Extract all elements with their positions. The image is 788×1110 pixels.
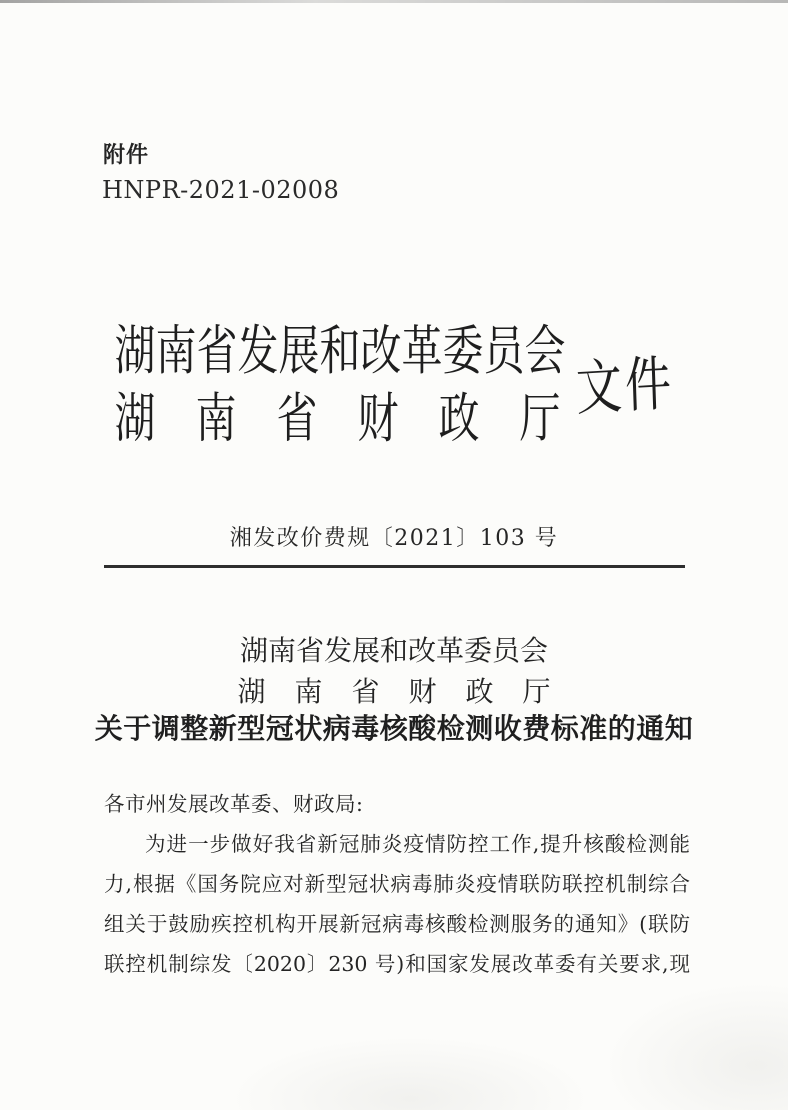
letterhead-agency-lines: [114, 319, 601, 450]
letterhead-line-1: 湖南省发展和改革委员会: [114, 319, 566, 382]
letterhead-suffix: 文件: [574, 347, 675, 424]
body-paragraph: [104, 824, 690, 984]
title-line-2-text: 湖南省财政厅: [237, 675, 580, 708]
doc-number: 湘发改价费规〔2021〕103 号: [229, 526, 559, 551]
letterhead: [0, 319, 788, 450]
letterhead-line-2: 湖南省财政厅: [114, 387, 601, 450]
salutation: 各市州发展改革委、财政局:: [104, 792, 364, 816]
doc-code: HNPR-2021-02008: [102, 176, 340, 204]
paragraph-line: 为进一步做好我省新冠肺炎疫情防控工作,提升核酸检测能: [145, 832, 690, 856]
title-line-2: [0, 670, 788, 710]
paragraph-line: 力,根据《国务院应对新型冠状病毒肺炎疫情联防联控机制综合: [104, 872, 690, 896]
attachment-label: 附件: [103, 143, 150, 168]
title-line-3: 关于调整新型冠状病毒核酸检测收费标准的通知: [94, 712, 694, 745]
paragraph-line: 联控机制综发〔2020〕230 号)和国家发展改革委有关要求,现: [104, 952, 690, 976]
title-line-1: 湖南省发展和改革委员会: [239, 634, 548, 667]
paragraph-line: 组关于鼓励疾控机构开展新冠病毒核酸检测服务的通知》(联防: [104, 912, 690, 936]
separator-rule: [104, 565, 685, 568]
